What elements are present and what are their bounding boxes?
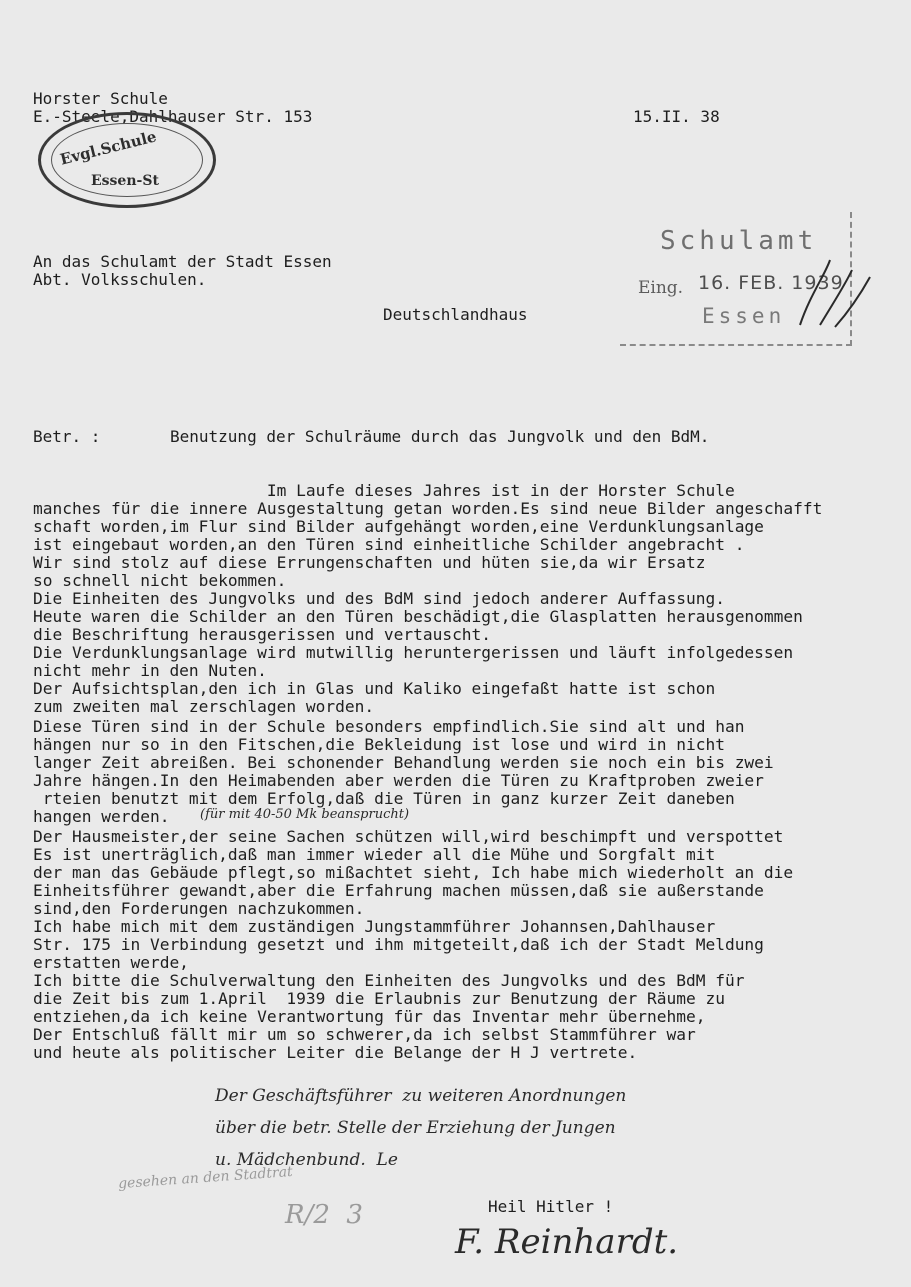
body-line: Ich habe mich mit dem zuständigen Jungstammführer Johannsen,Dahlhauser (33, 917, 716, 936)
faint-note: gesehen an den Stadtrat (117, 1163, 294, 1193)
body-line: hängen nur so in den Fitschen,die Bekleidung ist lose und wird in nicht (33, 735, 725, 754)
subject-label: Betr. : (33, 427, 101, 446)
received-stamp-label: Eing. (638, 278, 684, 298)
recipient-line2: Abt. Volksschulen. (33, 270, 207, 289)
received-stamp-city: Essen (702, 304, 786, 328)
recipient-location: Deutschlandhaus (383, 305, 528, 324)
sender-address: E.-Steele,Dahlhauser Str. 153 (33, 107, 313, 126)
body-line: und heute als politischer Leiter die Belange der H J vertrete. (33, 1043, 638, 1062)
closing-greeting: Heil Hitler ! (488, 1197, 614, 1216)
school-stamp-line1: Evgl.Schule (58, 127, 159, 169)
body-line: die Beschriftung herausgerissen und vertauscht. (33, 625, 492, 644)
body-line: Einheitsführer gewandt,aber die Erfahrung machen müssen,daß sie außerstande (33, 881, 764, 900)
body-line: die Zeit bis zum 1.April 1939 die Erlaubnis zur Benutzung der Räume zu (33, 989, 725, 1008)
body-line: erstatten werde, (33, 953, 189, 972)
body-line: sind,den Forderungen nachzukommen. (33, 899, 365, 918)
body-line: Der Hausmeister,der seine Sachen schützen will,wird beschimpft und verspottet (33, 827, 784, 846)
body-line: Der Aufsichtsplan,den ich in Glas und Kaliko eingefaßt hatte ist schon (33, 679, 716, 698)
school-stamp (38, 112, 216, 208)
body-line: Die Einheiten des Jungvolks und des BdM sind jedoch anderer Auffassung. (33, 589, 725, 608)
body-line: nicht mehr in den Nuten. (33, 661, 267, 680)
body-line: Im Laufe dieses Jahres ist in der Horster Schule (33, 481, 735, 500)
body-line: ist eingebaut worden,an den Türen sind einheitliche Schilder angebracht . (33, 535, 745, 554)
signature: F. Reinhardt. (455, 1222, 679, 1262)
received-stamp-date: 16. FEB. 1939 (698, 272, 844, 294)
body-line: Heute waren die Schilder an den Türen beschädigt,die Glasplatten herausgenommen (33, 607, 803, 626)
body-line: rteien benutzt mit dem Erfolg,daß die Türen in ganz kurzer Zeit daneben (33, 789, 735, 808)
body-line: Die Verdunklungsanlage wird mutwillig heruntergerissen und läuft infolgedessen (33, 643, 794, 662)
body-line: langer Zeit abreißen. Bei schonender Behandlung werden sie noch ein bis zwei (33, 753, 774, 772)
recipient-line1: An das Schulamt der Stadt Essen (33, 252, 332, 271)
faint-initials: R/2 3 (285, 1200, 363, 1230)
body-line: Str. 175 in Verbindung gesetzt und ihm mitgeteilt,daß ich der Stadt Meldung (33, 935, 764, 954)
sender-name: Horster Schule (33, 89, 168, 108)
subject-text: Benutzung der Schulräume durch das Jungvolk und den BdM. (170, 427, 710, 446)
school-stamp-line2: Essen-St (91, 173, 159, 189)
annotation-line1: Der Geschäftsführer zu weiteren Anordnungen (215, 1086, 627, 1106)
body-line: Es ist unerträglich,daß man immer wieder all die Mühe und Sorgfalt mit (33, 845, 716, 864)
body-line: Ich bitte die Schulverwaltung den Einheiten des Jungvolks und des BdM für (33, 971, 745, 990)
body-line: entziehen,da ich keine Verantwortung für das Inventar mehr übernehme, (33, 1007, 706, 1026)
body-line: manches für die innere Ausgestaltung getan worden.Es sind neue Bilder angeschafft (33, 499, 823, 518)
body-line: so schnell nicht bekommen. (33, 571, 287, 590)
body-line: schaft worden,im Flur sind Bilder aufgehängt worden,eine Verdunklungsanlage (33, 517, 764, 536)
annotation-line2: über die betr. Stelle der Erziehung der Jungen (215, 1118, 616, 1138)
initial-scribble-icon (790, 255, 880, 335)
body-line: der man das Gebäude pflegt,so mißachtet sieht, Ich habe mich wiederholt an die (33, 863, 794, 882)
body-line: zum zweiten mal zerschlagen worden. (33, 697, 375, 716)
letter-date: 15.II. 38 (633, 107, 720, 126)
annotation-line3: u. Mädchenbund. Le (215, 1150, 398, 1170)
body-line: Jahre hängen.In den Heimabenden aber werden die Türen zu Kraftproben zweier (33, 771, 764, 790)
body-line: Diese Türen sind in der Schule besonders empfindlich.Sie sind alt und han (33, 717, 745, 736)
handwritten-insert: (für mit 40-50 Mk beansprucht) (200, 807, 410, 822)
body-line: hangen werden. (33, 807, 170, 826)
body-line: Der Entschluß fällt mir um so schwerer,da ich selbst Stammführer war (33, 1025, 696, 1044)
received-stamp-title: Schulamt (660, 226, 818, 256)
body-line: Wir sind stolz auf diese Errungenschaften und hüten sie,da wir Ersatz (33, 553, 706, 572)
